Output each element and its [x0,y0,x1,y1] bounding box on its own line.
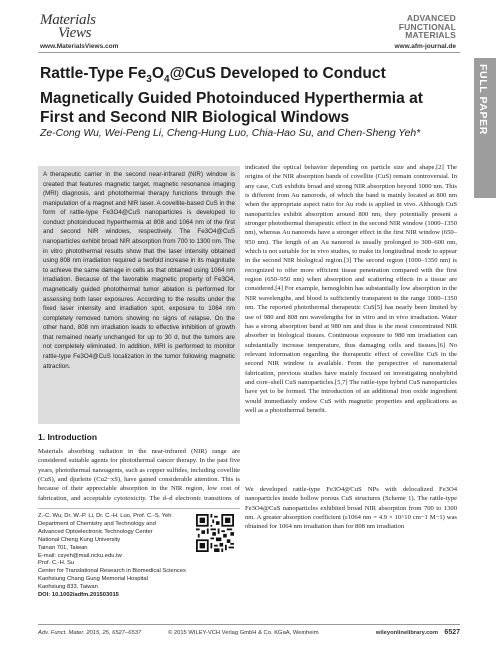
right-column-paragraph-1: indicated the optical behavior depending on particle size and shape.[2] The origins of the NIR absorption bands of covellite (CuS) remain controversial. In any case, CuS exhibits broad and strong NIR absorption beyond 1000 nm. This is different from Au nanorods, of which the band is mainly located at 800 nm when the appropriate aspect ratio for Au rods is applied in vivo. Although CuS nanoparticles exhibit absorption around 800 nm, they potentially present a stronger photothermal therapeutic effect in the second NIR window (1000–1350 nm), whereas Au nanorods have a stronger effect in the first NIR window (650–950 nm). The length of an Au nanorod is usually prolonged to 300–600 nm, which is not suitable for in vivo studies, to make its longitudinal mode to appear in the second NIR biological region.[3] The second region (1000–1350 nm) is recognized to offer more efficient tissue penetration compared with the first region (650–950 nm) when absorption and scattering effects in a tissue are considered.[4] For example, hemoglobin has substantially low absorption in the NIR wavelengths, and blood is sufficiently transparent in the range 1000–1350 nm. The reported photothermal therapeutic CuS[5] has nearly been limited by use of 980 and 808 nm wavelengths for in vitro and in vivo irradiation. Water has a strong absorption band at 980 nm and thus is the most concentrated NIR absorber in biological tissues. Continuous exposure to 980 nm irradiation can substantially increase temperature, thus damaging cells and tissues.[6] No relevant information regarding the therapeutic effect of covellite CuS in the second NIR window is available. From the perspective of nanomaterial fabrication, previous studies have mainly focused on investigating nonhybrid and core–shell CuS nanoparticles.[5,7] The rattle-type hybrid CuS nanoparticles have yet to be formed. The introduction of an additional iron oxide ingredient would immediately endow CuS with magnetic properties and applications as well as a photothermal benefit. [245,164,457,414]
footnote-line: National Cheng Kung University [38,536,121,543]
citation: Adv. Funct. Mater. 2015, 25, 6527–6537 [38,630,142,636]
footnote-line: Z.-C. Wu, Dr. W.-P. Li, Dr. C.-H. Luo, Prof. C.-S. Yeh [38,513,172,519]
journal-line-2: FUNCTIONAL [398,21,456,32]
footnote-line: Prof. C.-H. Su [38,560,75,567]
page-number: 6527 [444,629,460,636]
journal-line-3: MATERIALS [405,30,456,40]
publisher-url[interactable]: www.MaterialsViews.com [40,43,119,50]
qr-code-icon[interactable] [196,514,234,552]
logo-line-2: Views [58,25,92,41]
footer-divider [38,624,460,625]
footnote-divider [38,508,240,509]
right-column-paragraph-2: We developed rattle-type Fe3O4@CuS NPs with delocalized Fe3O4 nanoparticles inside hollow porous CuS structures (Scheme 1). The rattle-type Fe3O4@CuS nanoparticles exhibited broad NIR absorption from 700 to 1300 nm. A greater absorption coefficient (ε1064 nm = 4.9 × 10^10 cm−1 M−1) was obtained for 1064 nm irradiation than for 808 nm irradiation [245,486,457,531]
footnote-line: Center for Translational Research in Biomedical Sciences [38,568,186,575]
doi-link[interactable]: DOI: 10.1002/adfm.201503015 [38,592,119,599]
materials-views-logo [40,14,160,40]
footnote-email[interactable]: E-mail: csyeh@mail.ncku.edu.tw [38,552,122,559]
footnote-line: Department of Chemistry and Technology and [38,520,156,527]
article-authors: Ze-Cong Wu, Wei-Peng Li, Cheng-Hung Luo, Chia-Hao Su, and Chen-Sheng Yeh* [40,128,421,139]
article-type-tab [474,58,496,198]
intro-paragraph: Materials absorbing radiation in the near-infrared (NIR) range are considered suitable agents for photothermal cancer therapy. In the past five years, photothermal nanoagents, such as copper sulfides, including covellite (CuS), and djurleite (Cu2−xS), have gained considerable attention. This is because of their appreciable absorption in the NIR region, low cost of fabrication, and acceptable cytotoxicity. The d–d electronic transitions of [38,448,240,502]
footnote-line: Tainan 701, Taiwan [38,544,88,551]
wiley-url[interactable]: wileyonlinelibrary.com [375,630,438,636]
journal-logo [336,14,456,40]
journal-header [336,14,456,50]
article-type-label: FULL PAPER [477,64,489,135]
body-text-right-top [245,163,457,485]
article-title: Rattle-Type $Fe_3O_4@CuS$ Developed to Conduct Magnetically Guided Photoinduced Hyperthermia at First and Second NIR Biological Windows [40,65,423,127]
abstract-text: A therapeutic carrier in the second near-infrared (NIR) window is created that features magnetic target, magnetic resonance imaging (MRI) diagnosis, and photothermal therapy functions through the manipulation of a magnet and NIR laser. A covellite-based CuS in the form of rattle-type Fe3O4@CuS nanoparticles is developed to conduct photoinduced hyperthermia at 808 and 1064 nm of the first and second NIR windows, respectively. The Fe3O4@CuS nanoparticles exhibit broad NIR absorption from 700 to 1300 nm. The in vitro photothermal results show that the laser intensity obtained using 808 nm irradiation required a twofold increase in its magnitude to achieve the same damage in cells as that obtained using 1064 nm irradiation. Because of the favorable magnetic property of Fe3O4, magnetically guided photothermal tumor ablation is performed for assessing both laser exposures. According to the results under the fixed laser intensity and irradiation spot, exposure to 1064 nm completely removed tumors showing no signs of relapse. On the other hand, 808 nm irradiation leads to effective inhibition of growth that remained nearly unchanged for up to 30 d, but the tumors are not completely eliminated. In addition, MRI is performed to monitor rattle-type Fe3O4@CuS localization in the tumor following magnetic attraction. [43,171,235,370]
copyright: © 2015 WILEY-VCH Verlag GmbH & Co. KGaA, Weinheim [168,630,319,636]
affiliation-footnote [38,513,188,600]
publisher-header [40,14,160,50]
footnote-line: Kaohsiung Chang Gung Memorial Hospital [38,576,148,583]
footnote-line: Kaohsiung 833, Taiwan [38,584,98,591]
header-divider [38,52,460,53]
footnote-line: Advanced Optoelectronic Technology Center [38,528,153,535]
logo-line-1: Materials [40,12,96,28]
body-text-right-bottom [245,485,457,615]
body-text-left [38,447,240,503]
abstract-box [38,166,240,424]
journal-line-1: ADVANCED [406,13,456,23]
journal-url[interactable]: www.afm-journal.de [394,42,456,50]
section-heading: 1. Introduction [38,432,98,442]
